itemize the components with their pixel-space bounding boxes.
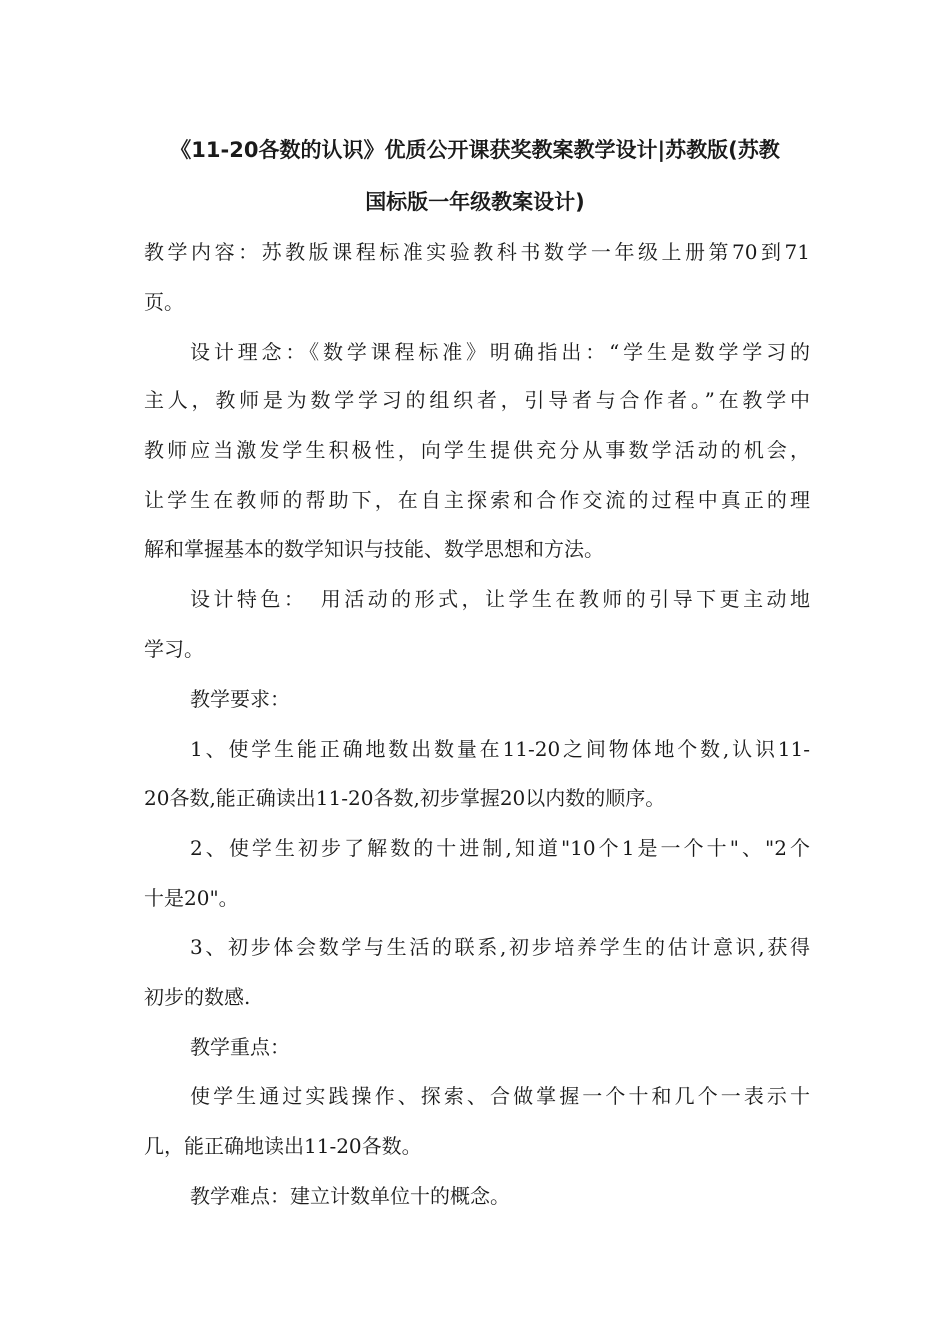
design-concept-line-5: 解和掌握基本的数学知识与技能、数学思想和方法。 <box>144 537 604 561</box>
design-concept-line-2: 主人，教师是为数学学习的组织者，引导者与合作者。”在教学中 <box>144 388 810 412</box>
teaching-content-line-2: 页。 <box>144 290 184 314</box>
key-point-line-2: 几，能正确地读出11-20各数。 <box>144 1134 422 1158</box>
requirements-heading: 教学要求： <box>190 687 290 711</box>
requirement-1-line-2: 20各数,能正确读出11-20各数,初步掌握20以内数的顺序。 <box>144 786 666 810</box>
requirement-1-line-1: 1、使学生能正确地数出数量在11-20之间物体地个数,认识11- <box>190 737 810 761</box>
document-title-line-2: 国标版一年级教案设计) <box>365 190 585 214</box>
requirement-2-line-2: 十是20"。 <box>144 886 239 910</box>
teaching-content-line-1: 教学内容：苏教版课程标准实验教科书数学一年级上册第70到71 <box>144 240 810 264</box>
design-concept-line-4: 让学生在教师的帮助下，在自主探索和合作交流的过程中真正的理 <box>144 488 810 512</box>
design-features-line-1: 设计特色： 用活动的形式，让学生在教师的引导下更主动地 <box>190 587 810 611</box>
design-features-line-2: 学习。 <box>144 637 204 661</box>
requirement-2-line-1: 2、使学生初步了解数的十进制,知道"10个1是一个十"、"2个 <box>190 836 810 860</box>
design-concept-line-1: 设计理念：《数学课程标准》明确指出：“学生是数学学习的 <box>190 340 810 364</box>
requirement-3-line-1: 3、初步体会数学与生活的联系,初步培养学生的估计意识,获得 <box>190 935 810 959</box>
design-concept-line-3: 教师应当激发学生积极性，向学生提供充分从事数学活动的机会， <box>144 438 810 462</box>
document-title-line-1: 《11-20各数的认识》优质公开课获奖教案教学设计|苏教版(苏教 <box>170 138 780 162</box>
key-point-line-1: 使学生通过实践操作、探索、合做掌握一个十和几个一表示十 <box>190 1084 810 1108</box>
key-point-heading: 教学重点： <box>190 1035 290 1059</box>
difficulty-line: 教学难点：建立计数单位十的概念。 <box>190 1184 510 1208</box>
requirement-3-line-2: 初步的数感. <box>144 985 251 1009</box>
